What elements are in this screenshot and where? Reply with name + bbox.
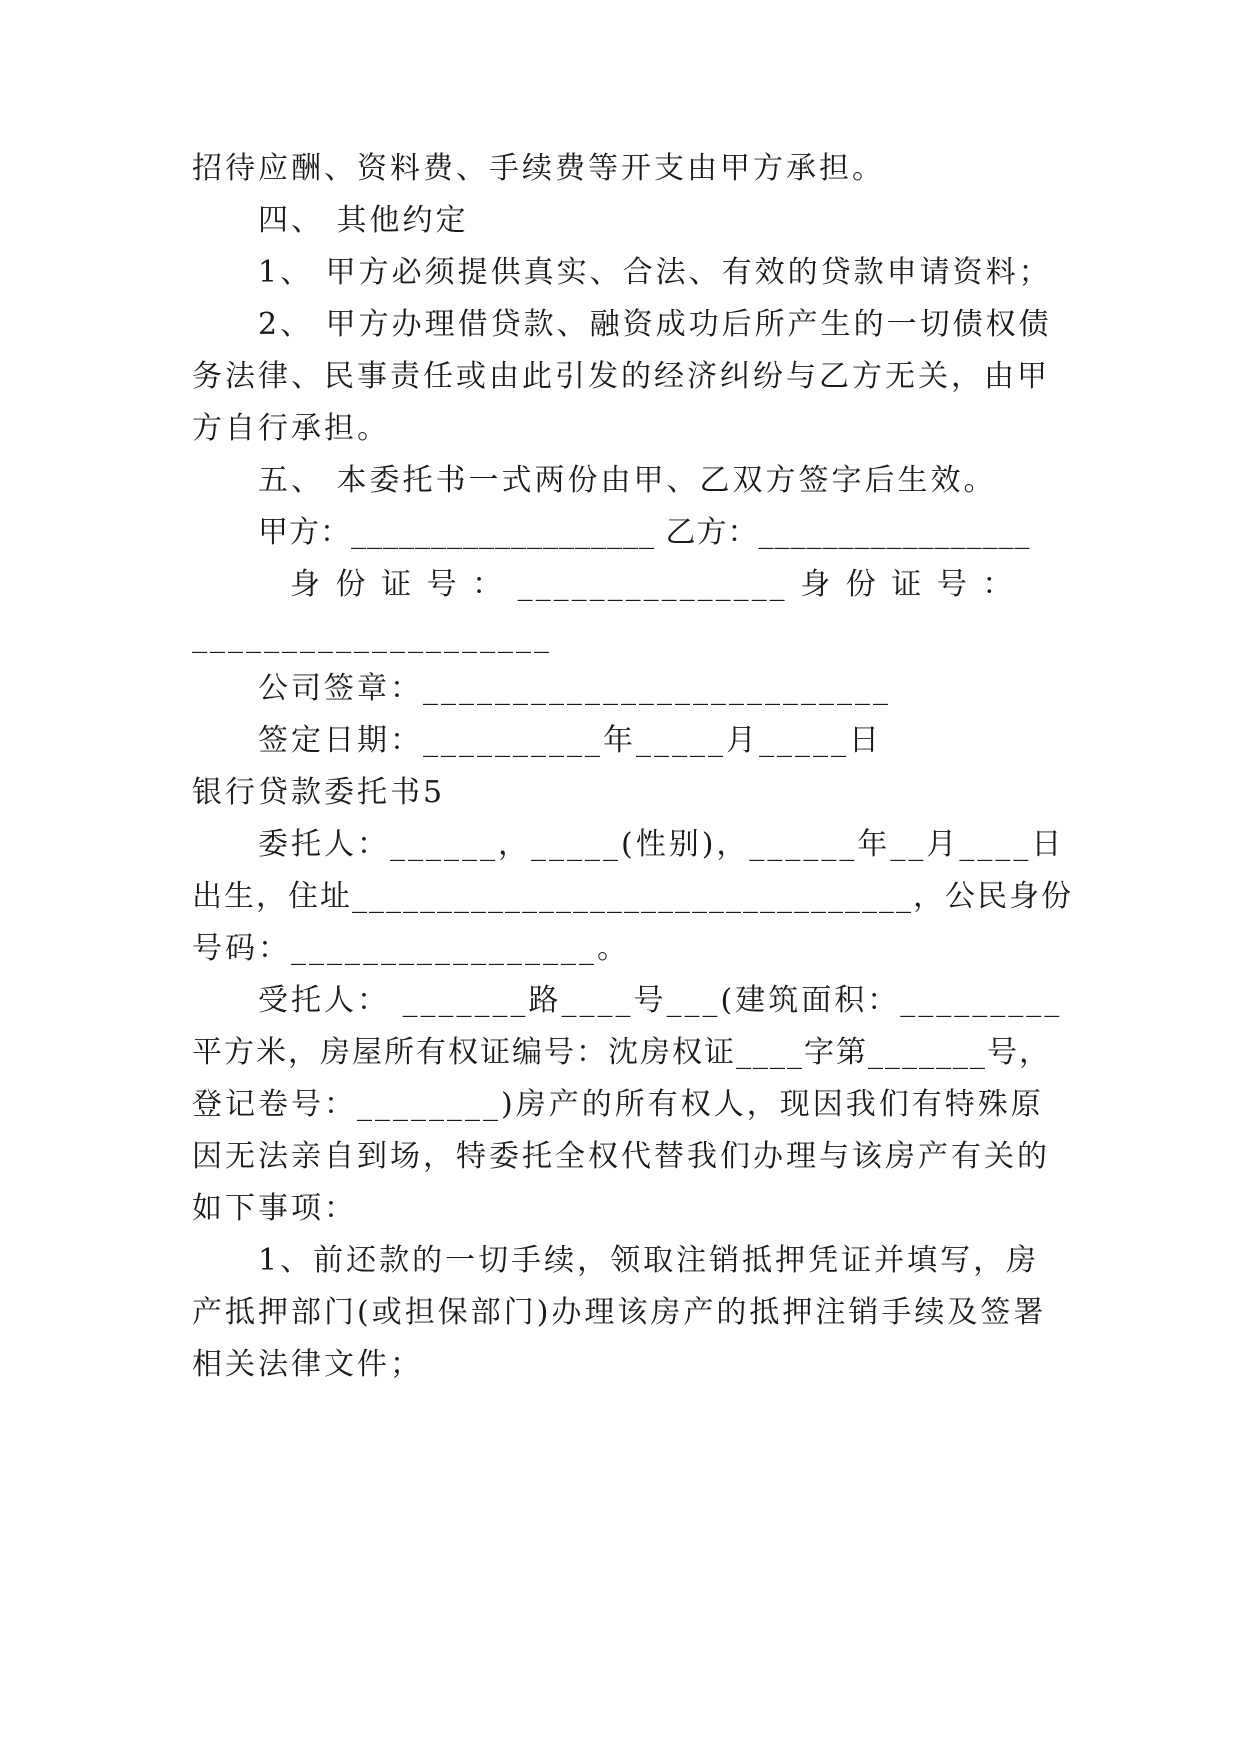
- agent-line: 受托人： _______路____号___(建筑面积：_________: [258, 983, 1063, 1018]
- principal-line: 委托人：______，_____(性别)，______年__月____日: [258, 827, 1065, 862]
- blank-line: ____________________: [192, 619, 552, 654]
- company-seal-line: 公司签章：__________________________: [258, 671, 891, 706]
- list-item: 1、 甲方必须提供真实、合法、有效的贷款申请资料；: [258, 255, 1052, 290]
- id-number-line: 身 份 证 号 ： _______________ 身 份 证 号 ：: [290, 567, 1016, 602]
- signature-line: 甲方：___________________ 乙方：_________________: [258, 515, 1031, 550]
- paragraph-line: 登记卷号：________)房产的所有权人，现因我们有特殊原: [192, 1087, 1044, 1122]
- paragraph-line: 务法律、民事责任或由此引发的经济纠纷与乙方无关，由甲: [192, 359, 1050, 394]
- sign-date-line: 签定日期：__________年_____月_____日: [258, 723, 882, 758]
- section-heading: 四、 其他约定: [258, 203, 469, 238]
- document-title: 银行贷款委托书5: [192, 775, 446, 810]
- paragraph-line: 招待应酬、资料费、手续费等开支由甲方承担。: [192, 151, 885, 186]
- paragraph-line: 因无法亲自到场，特委托全权代替我们办理与该房产有关的: [192, 1139, 1050, 1174]
- list-item: 2、 甲方办理借贷款、融资成功后所产生的一切债权债: [258, 307, 1052, 342]
- section-heading: 五、 本委托书一式两份由甲、乙双方签字后生效。: [258, 463, 997, 498]
- paragraph-line: 相关法律文件；: [192, 1347, 423, 1382]
- list-item: 1、前还款的一切手续，领取注销抵押凭证并填写，房: [258, 1243, 1040, 1278]
- paragraph-line: 产抵押部门(或担保部门)办理该房产的抵押注销手续及签署: [192, 1295, 1047, 1330]
- paragraph-line: 方自行承担。: [192, 411, 390, 446]
- paragraph-line: 如下事项：: [192, 1191, 357, 1226]
- paragraph-line: 号码：_________________。: [192, 931, 630, 966]
- paragraph-line: 出生，住址_________________________________，公民身份: [192, 879, 1073, 914]
- paragraph-line: 平方米，房屋所有权证编号：沈房权证____字第_______号，: [192, 1035, 1051, 1070]
